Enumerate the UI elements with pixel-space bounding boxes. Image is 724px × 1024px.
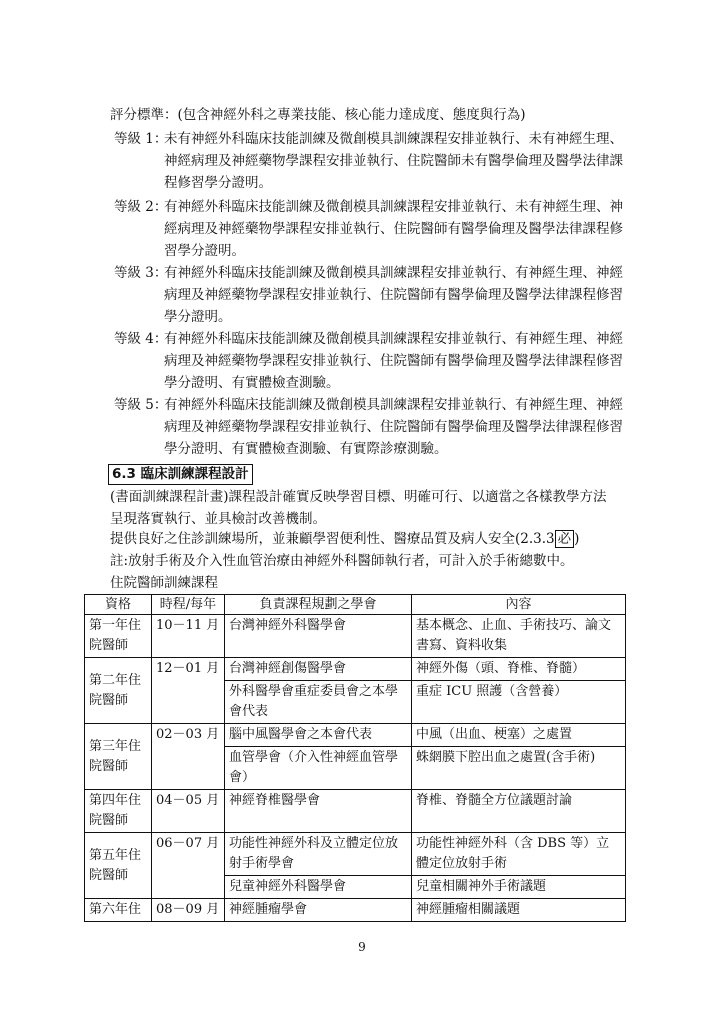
society-cell: 台灣神經外科醫學會 <box>225 615 412 658</box>
society-cell: 腦中風醫學會之本會代表 <box>225 724 412 747</box>
level-text: 有神經外科臨床技能訓練及微創模具訓練課程安排並執行、未有神經生理、神經病理及神經藥物學課程安排並執行、住院醫師有醫學倫理及醫學法律課程修習學分證明。 <box>164 199 623 259</box>
time-cell: 12－01 月 <box>152 658 225 724</box>
time-cell: 04－05 月 <box>152 790 225 833</box>
table-header-row <box>85 595 626 615</box>
time-cell: 08－09 月 <box>152 899 225 922</box>
criteria-level-4 <box>114 328 634 394</box>
time-cell: 06－07 月 <box>152 833 225 899</box>
column-header: 資格 <box>85 595 152 615</box>
time-cell: 02－03 月 <box>152 724 225 790</box>
training-course-table <box>84 594 626 922</box>
criteria-level-5 <box>114 394 634 460</box>
content-cell: 兒童相關神外手術議題 <box>412 876 626 899</box>
venue-line <box>110 530 579 549</box>
level-label: 等級 4： <box>114 331 168 347</box>
society-cell: 功能性神經外科及立體定位放射手術學會 <box>225 833 412 876</box>
content-cell: 重症 ICU 照護（含營養） <box>412 681 626 724</box>
column-header: 負責課程規劃之學會 <box>225 595 412 615</box>
level-text: 有神經外科臨床技能訓練及微創模具訓練課程安排並執行、有神經生理、神經病理及神經藥物學課程安排並執行、住院醫師有醫學倫理及醫學法律課程修習學分證明。 <box>164 265 623 325</box>
year-cell: 第三年住院醫師 <box>85 724 152 790</box>
time-cell: 10－11 月 <box>152 615 225 658</box>
table-row <box>85 833 626 876</box>
criteria-level-1 <box>114 128 634 194</box>
section-heading: 6.3 臨床訓練課程設計 <box>108 464 253 485</box>
content-cell: 功能性神經外科（含 DBS 等）立體定位放射手術 <box>412 833 626 876</box>
level-label: 等級 2： <box>114 199 168 215</box>
content-cell: 蛛網膜下腔出血之處置(含手術) <box>412 747 626 790</box>
surgery-note: 註:放射手術及介入性血管治療由神經外科醫師執行者，可計入於手術總數中。 <box>110 553 574 569</box>
section-intro: (書面訓練課程計畫)課程設計確實反映學習目標、明確可行、以適當之各樣教學方法呈現落實執行、並具檢討改善機制。 <box>110 489 607 527</box>
society-cell: 台灣神經創傷醫學會 <box>225 658 412 681</box>
society-cell: 外科醫學會重症委員會之本學會代表 <box>225 681 412 724</box>
table-caption: 住院醫師訓練課程 <box>110 575 218 591</box>
table-row <box>85 615 626 658</box>
society-cell: 血管學會（介入性神經血管學會） <box>225 747 412 790</box>
year-cell: 第六年住 <box>85 899 152 922</box>
page-number: 9 <box>358 940 366 954</box>
table-row <box>85 899 626 922</box>
society-cell: 神經脊椎醫學會 <box>225 790 412 833</box>
criteria-title: 評分標準：(包含神經外科之專業技能、核心能力達成度、態度與行為) <box>110 107 526 123</box>
year-cell: 第一年住院醫師 <box>85 615 152 658</box>
level-text: 未有神經外科臨床技能訓練及微創模具訓練課程安排並執行、未有神經生理、神經病理及神經藥物學課程安排並執行、住院醫師未有醫學倫理及醫學法律課程修習學分證明。 <box>164 131 623 191</box>
society-cell: 兒童神經外科醫學會 <box>225 876 412 899</box>
level-label: 等級 5： <box>114 397 168 413</box>
content-cell: 脊椎、脊髓全方位議題討論 <box>412 790 626 833</box>
content-cell: 神經外傷（頭、脊椎、脊髓） <box>412 658 626 681</box>
table-row <box>85 724 626 747</box>
venue-text: 提供良好之住診訓練場所，並兼顧學習便利性、醫療品質及病人安全(2.3.3 <box>110 531 555 547</box>
level-label: 等級 3： <box>114 265 168 281</box>
required-mark: 必 <box>555 530 575 548</box>
content-cell: 基本概念、止血、手術技巧、論文書寫、資料收集 <box>412 615 626 658</box>
column-header: 時程/每年 <box>152 595 225 615</box>
year-cell: 第五年住院醫師 <box>85 833 152 899</box>
level-text: 有神經外科臨床技能訓練及微創模具訓練課程安排並執行、有神經生理、神經病理及神經藥物學課程安排並執行、住院醫師有醫學倫理及醫學法律課程修習學分證明、有實體檢查測驗、有實際診療測驗。 <box>164 397 623 457</box>
table-row <box>85 658 626 681</box>
venue-close: ) <box>574 531 580 547</box>
content-cell: 中風（出血、梗塞）之處置 <box>412 724 626 747</box>
content-cell: 神經腫瘤相關議題 <box>412 899 626 922</box>
criteria-level-3 <box>114 262 634 328</box>
table-row <box>85 790 626 833</box>
year-cell: 第二年住院醫師 <box>85 658 152 724</box>
level-label: 等級 1： <box>114 131 168 147</box>
level-text: 有神經外科臨床技能訓練及微創模具訓練課程安排並執行、有神經生理、神經病理及神經藥物學課程安排並執行、住院醫師有醫學倫理及醫學法律課程修習學分證明、有實體檢查測驗。 <box>164 331 623 391</box>
column-header: 內容 <box>412 595 626 615</box>
year-cell: 第四年住院醫師 <box>85 790 152 833</box>
criteria-level-2 <box>114 196 634 262</box>
society-cell: 神經腫瘤學會 <box>225 899 412 922</box>
